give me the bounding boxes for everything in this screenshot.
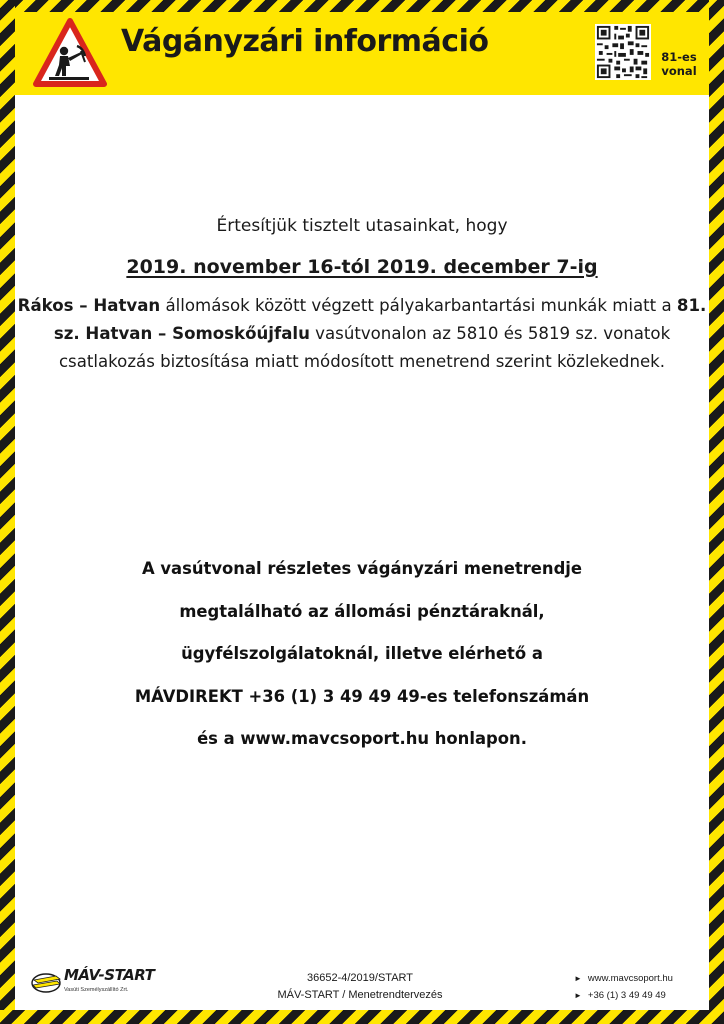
department: MÁV-START / Menetrendtervezés: [277, 989, 443, 1001]
info-line: megtalálható az állomási pénztáraknál,: [179, 601, 545, 621]
website-row[interactable]: [574, 970, 704, 987]
header-banner: [15, 12, 709, 95]
document-number: 36652-4/2019/START: [307, 972, 413, 984]
body-stations: Rákos – Hatvan: [17, 296, 161, 315]
arrow-right-icon: ►: [574, 974, 582, 983]
footer-logo-subtext: Vasúti Személyszállító Zrt.: [64, 987, 129, 993]
info-block: [15, 548, 709, 761]
arrow-right-icon: ►: [574, 991, 582, 1000]
info-line: MÁVDIREKT +36 (1) 3 49 49 49-es telefonszámán: [134, 686, 590, 706]
notice-intro: Értesítjük tisztelt utasainkat, hogy: [216, 216, 508, 236]
footer-contacts: [574, 970, 704, 1004]
phone-row: [574, 987, 704, 1004]
info-line: és a www.mavcsoport.hu honlapon.: [197, 729, 527, 748]
qr-code-icon[interactable]: [595, 24, 651, 80]
body-line-name: 81. sz. Hatvan – Somoskőújfalu: [53, 296, 707, 343]
track-work-warning-icon: [33, 18, 107, 88]
info-line: A vasútvonal részletes vágányzári menetrendje: [141, 559, 583, 578]
date-range: 2019. november 16-tól 2019. december 7-ig: [126, 256, 598, 278]
info-line: ügyfélszolgálatoknál, illetve elérhető a: [181, 644, 543, 663]
hazard-stripe-bottom: [0, 1010, 724, 1024]
notice-dates: [15, 256, 709, 278]
page-title: Vágányzári információ: [121, 24, 489, 59]
hazard-stripe-left: [0, 0, 15, 1024]
hazard-stripe-right: [709, 0, 724, 1024]
notice-body: [15, 292, 709, 376]
body-text-part-2: vasútvonalon az 5810 és 5819 sz. vonatok csatlakozás biztosítása miatt módosított menetrend szerint közlekednek.: [58, 324, 671, 371]
website-link[interactable]: www.mavcsoport.hu: [587, 973, 673, 984]
hazard-stripe-top: [0, 0, 724, 12]
line-number-tag: 81-es vonal: [661, 50, 697, 78]
body-text-part-1: állomások között végzett pályakarbantartási munkák miatt a: [160, 296, 677, 315]
phone-number: +36 (1) 3 49 49 49: [587, 990, 666, 1001]
footer-logo-text: MÁV-START: [64, 966, 155, 984]
footer-document-info: [240, 970, 480, 1004]
